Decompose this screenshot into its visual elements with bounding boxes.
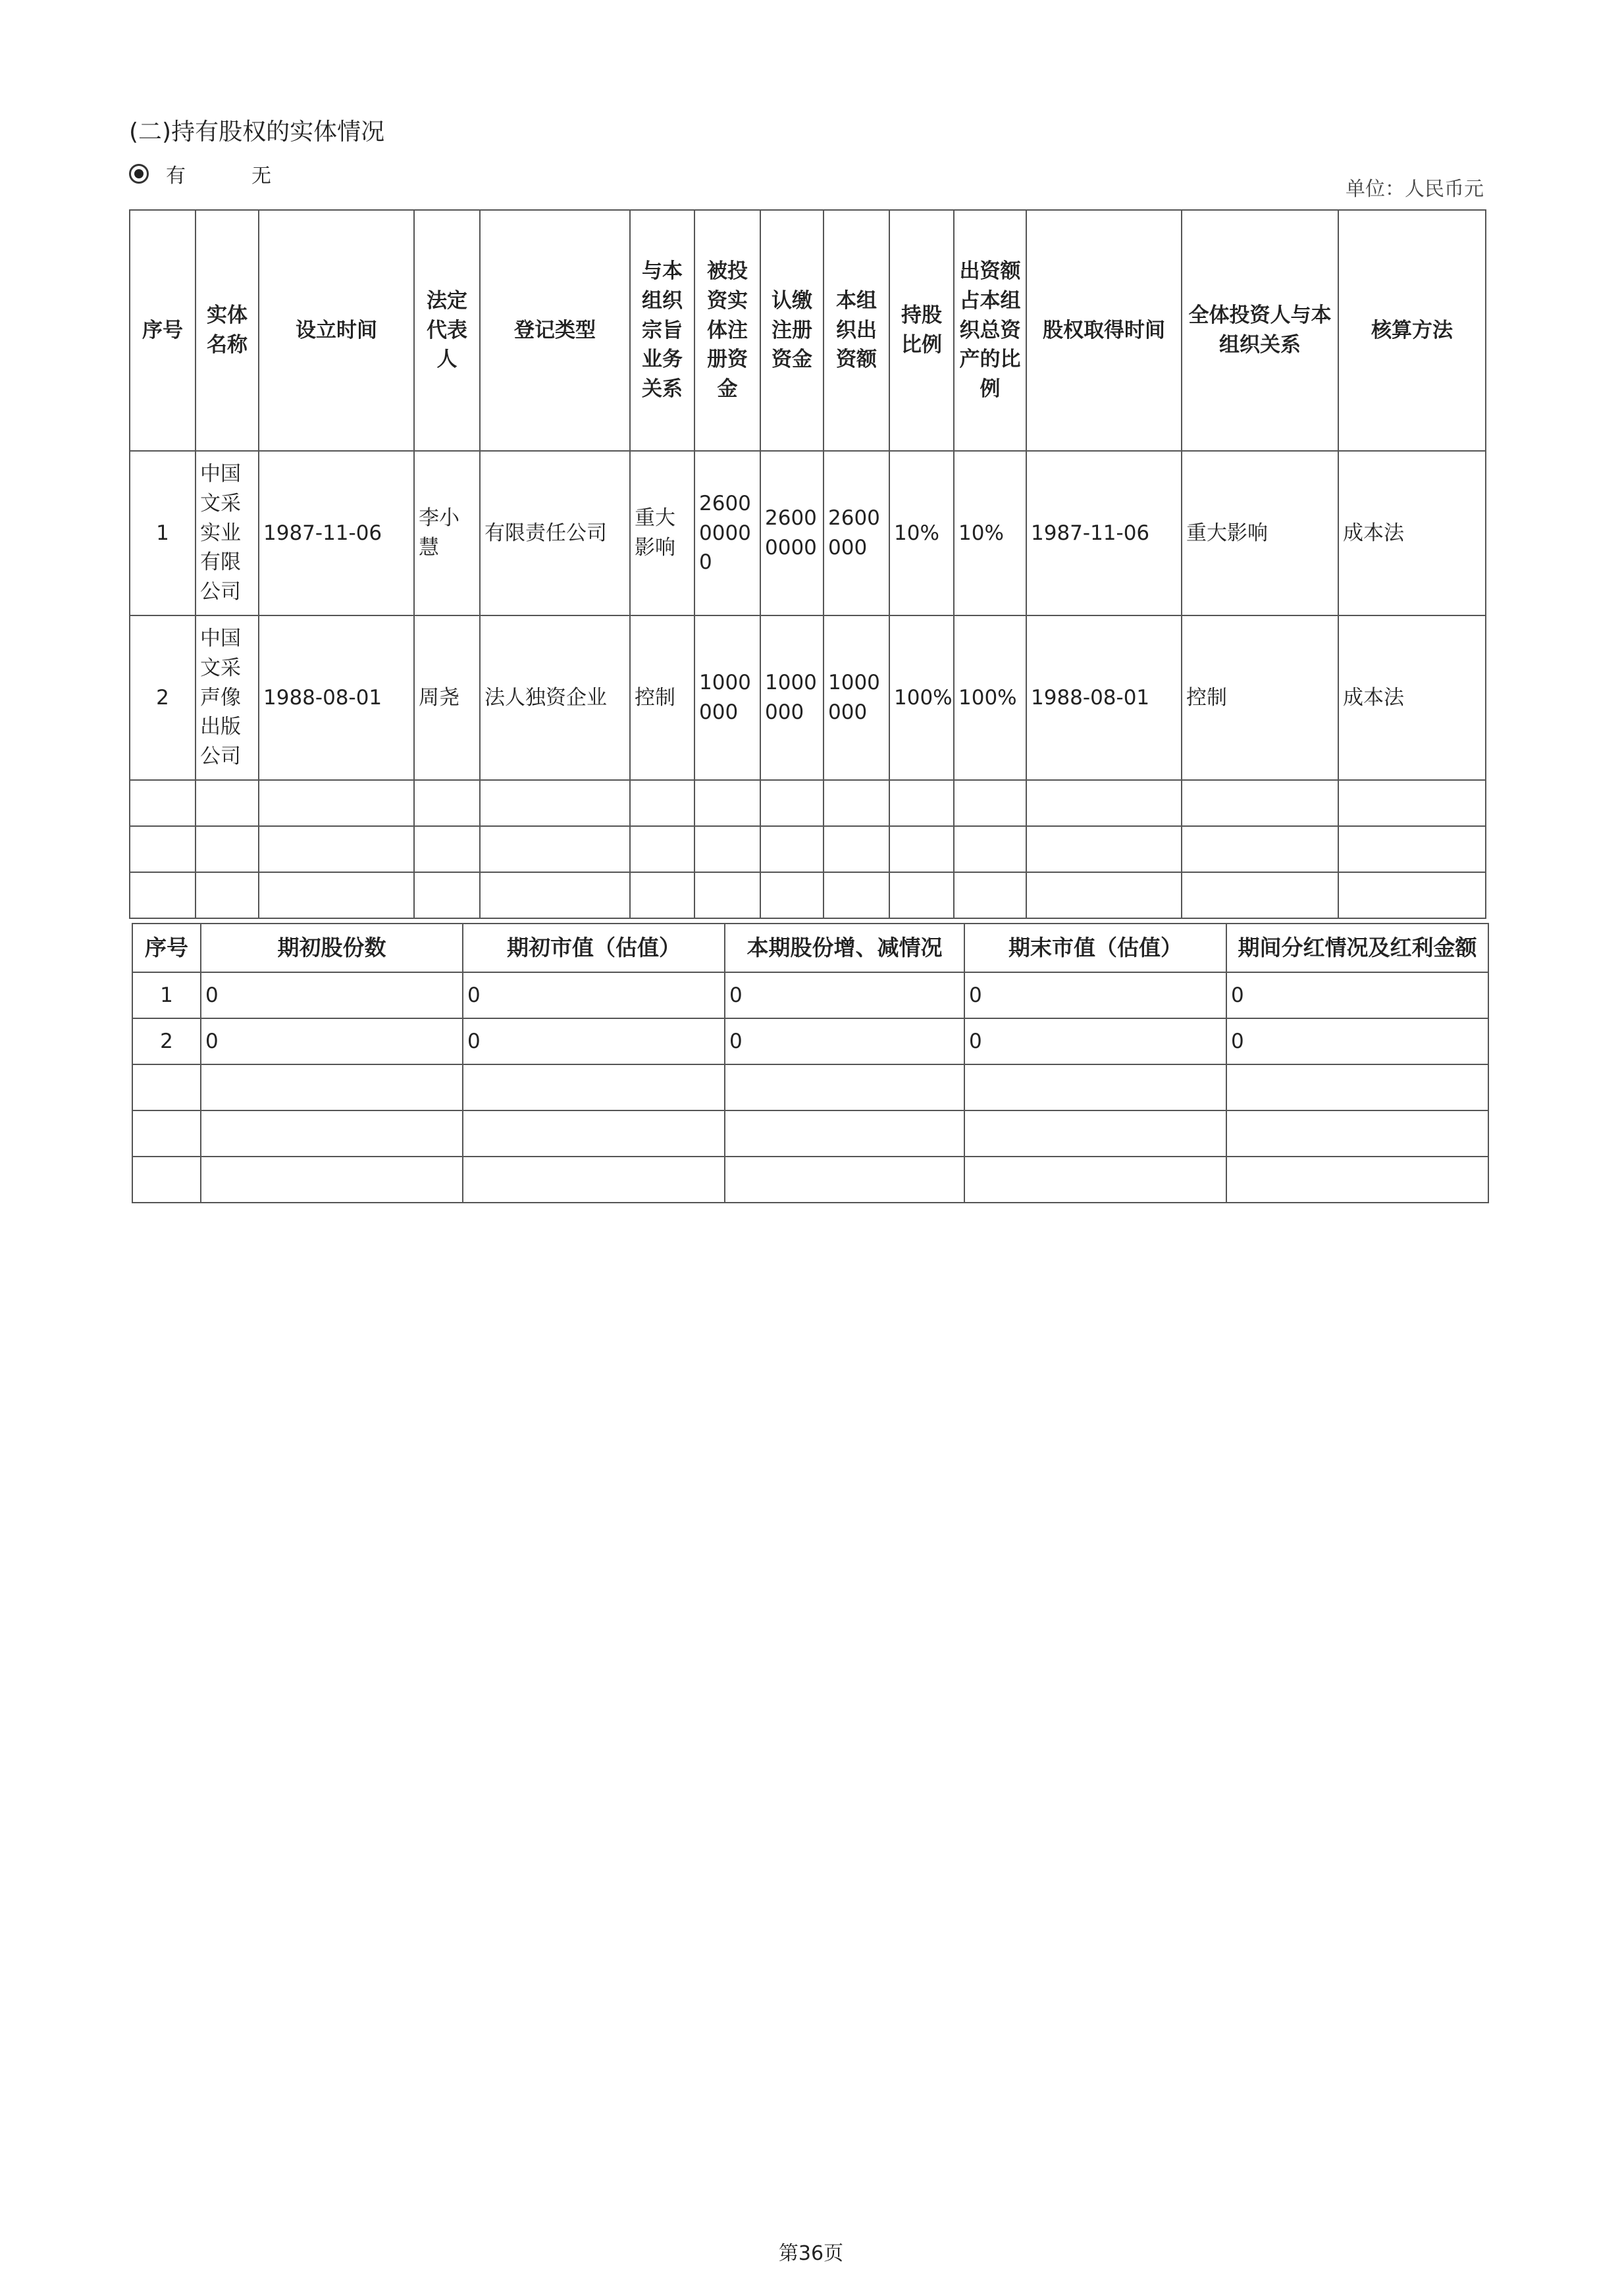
col-header: 实体名称 (196, 210, 259, 451)
empty-row (130, 780, 1486, 826)
table-header-row (132, 924, 1488, 972)
col-header: 登记类型 (480, 210, 630, 451)
col-header: 本期股份增、减情况 (725, 924, 964, 972)
table-header-row (130, 210, 1486, 451)
col-header: 认缴注册资金 (760, 210, 824, 451)
cell: 2 (132, 1018, 201, 1064)
page-number: 第36页 (778, 2242, 844, 2265)
cell: 1000000 (824, 615, 889, 780)
col-header: 期初市值（估值） (463, 924, 725, 972)
cell: 0 (201, 1018, 463, 1064)
cell: 0 (463, 1018, 725, 1064)
has-equity-radio-group (129, 159, 271, 188)
cell: 0 (1226, 1018, 1488, 1064)
cell: 0 (964, 972, 1226, 1018)
cell: 0 (463, 972, 725, 1018)
cell: 周尧 (414, 615, 480, 780)
col-header: 法定代表人 (414, 210, 480, 451)
cell: 法人独资企业 (480, 615, 630, 780)
col-header: 全体投资人与本组织关系 (1182, 210, 1338, 451)
col-header: 期间分红情况及红利金额 (1226, 924, 1488, 972)
cell: 有限责任公司 (480, 451, 630, 615)
col-header: 股权取得时间 (1026, 210, 1182, 451)
cell: 中国文采实业有限公司 (196, 451, 259, 615)
col-header: 出资额占本组织总资产的比例 (954, 210, 1026, 451)
cell: 0 (1226, 972, 1488, 1018)
table-row (132, 972, 1488, 1018)
cell: 26000000 (760, 451, 824, 615)
cell: 1 (130, 451, 196, 615)
equity-entity-table (129, 209, 1486, 919)
cell: 2600000 (824, 451, 889, 615)
cell: 1000000 (760, 615, 824, 780)
radio-no-label: 无 (251, 165, 271, 188)
cell: 100% (954, 615, 1026, 780)
radio-selected-dot (134, 169, 144, 178)
cell: 控制 (1182, 615, 1338, 780)
cell: 控制 (630, 615, 694, 780)
table-row (130, 451, 1486, 615)
empty-row (130, 872, 1486, 918)
cell: 0 (964, 1018, 1226, 1064)
cell: 重大影响 (1182, 451, 1338, 615)
cell: 260000000 (694, 451, 760, 615)
cell: 重大影响 (630, 451, 694, 615)
cell: 1987-11-06 (1026, 451, 1182, 615)
table-row (130, 615, 1486, 780)
cell: 1 (132, 972, 201, 1018)
empty-row (132, 1110, 1488, 1157)
cell: 1988-08-01 (259, 615, 414, 780)
cell: 成本法 (1338, 615, 1486, 780)
col-header: 持股比例 (889, 210, 954, 451)
cell: 成本法 (1338, 451, 1486, 615)
col-header: 序号 (132, 924, 201, 972)
col-header: 本组织出资额 (824, 210, 889, 451)
cell: 中国文采声像出版公司 (196, 615, 259, 780)
share-holding-table (132, 923, 1489, 1203)
col-header: 与本组织宗旨业务关系 (630, 210, 694, 451)
col-header: 被投资实体注册资金 (694, 210, 760, 451)
cell: 10% (889, 451, 954, 615)
currency-unit: 单位：人民币元 (1346, 178, 1484, 201)
col-header: 设立时间 (259, 210, 414, 451)
empty-row (132, 1064, 1488, 1110)
section-title: (二)持有股权的实体情况 (129, 118, 385, 145)
cell: 1988-08-01 (1026, 615, 1182, 780)
empty-row (132, 1157, 1488, 1203)
col-header: 期初股份数 (201, 924, 463, 972)
radio-yes[interactable] (129, 164, 149, 184)
cell: 0 (725, 972, 964, 1018)
empty-row (130, 826, 1486, 872)
cell: 李小慧 (414, 451, 480, 615)
col-header: 期末市值（估值） (964, 924, 1226, 972)
cell: 2 (130, 615, 196, 780)
cell: 0 (201, 972, 463, 1018)
cell: 0 (725, 1018, 964, 1064)
cell: 10% (954, 451, 1026, 615)
cell: 100% (889, 615, 954, 780)
col-header: 序号 (130, 210, 196, 451)
col-header: 核算方法 (1338, 210, 1486, 451)
cell: 1000000 (694, 615, 760, 780)
table-row (132, 1018, 1488, 1064)
radio-yes-label: 有 (166, 165, 186, 188)
cell: 1987-11-06 (259, 451, 414, 615)
